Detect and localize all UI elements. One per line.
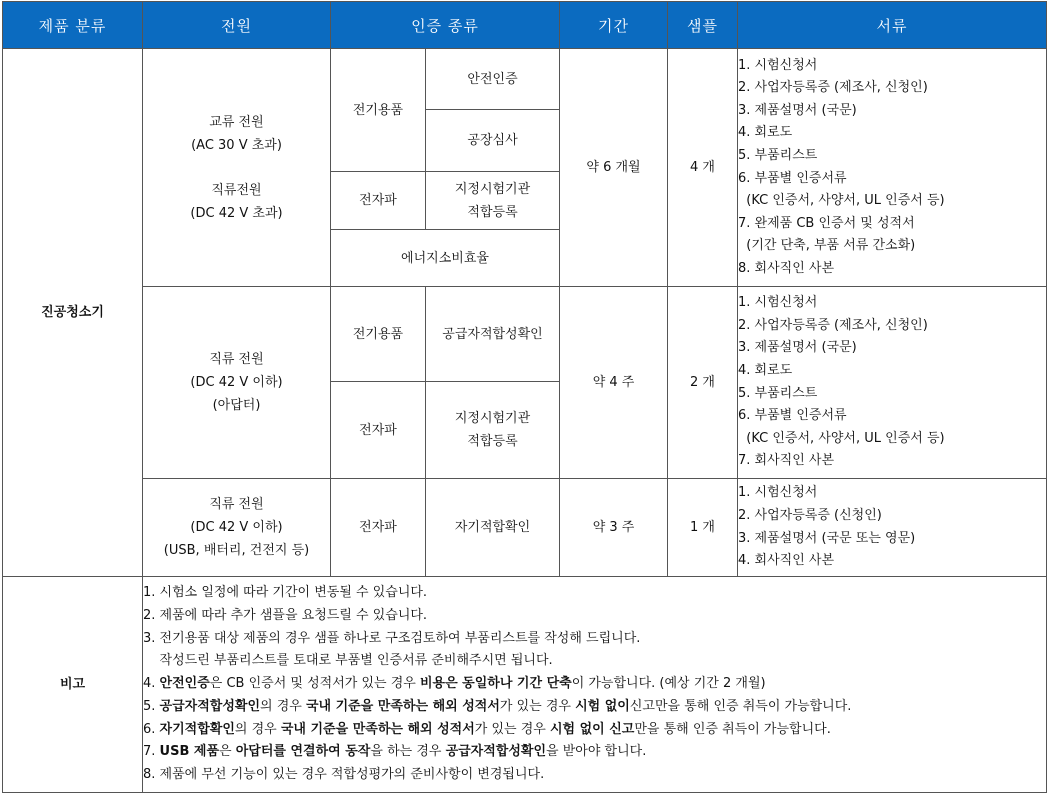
group2-power xyxy=(143,287,331,479)
remark-emphasis: 자기적합확인 xyxy=(159,721,235,737)
power-line: 교류 전원 xyxy=(209,114,264,130)
power-spacer xyxy=(143,157,330,179)
group1-sample: 4 개 xyxy=(668,49,738,287)
cert-line: 적합등록 xyxy=(467,434,518,449)
power-line: (AC 30 V 초과) xyxy=(191,137,282,153)
remark-line xyxy=(143,673,1046,696)
remark-text: 6. xyxy=(143,721,160,737)
header-category: 제품 분류 xyxy=(3,2,143,49)
group1-emc-cert xyxy=(426,172,560,230)
group3-period: 약 3 주 xyxy=(560,479,668,577)
doc-line: 4. 회로도 xyxy=(738,125,793,141)
remarks-label: 비고 xyxy=(3,577,143,793)
doc-line: 1. 시험신청서 xyxy=(738,485,818,501)
header-documents: 서류 xyxy=(738,2,1047,49)
doc-line: (KC 인증서, 사양서, UL 인증서 등) xyxy=(738,193,945,209)
remark-text: 7. xyxy=(143,744,160,760)
doc-line: (기간 단축, 부품 서류 간소화) xyxy=(738,238,916,254)
cert-line: 지정시험기관 xyxy=(454,181,531,197)
doc-line: 4. 회로도 xyxy=(738,362,793,378)
remark-text: 을 받아야 합니다. xyxy=(546,744,647,760)
cert-line: 지정시험기관 xyxy=(454,411,531,426)
remark-text: 4. xyxy=(143,676,160,692)
remark-line xyxy=(143,696,1046,719)
power-line: 직류전원 xyxy=(211,182,262,198)
power-line: (USB, 배터리, 건전지 등) xyxy=(163,543,310,558)
group1-period: 약 6 개월 xyxy=(560,49,668,287)
doc-line: 5. 부품리스트 xyxy=(738,147,818,163)
doc-line: 3. 제품설명서 (국문) xyxy=(738,340,857,356)
remark-text: 5. xyxy=(143,698,160,714)
remark-line: 3. 전기용품 대상 제품의 경우 샘플 하나로 구조검토하여 부품리스트를 작성해 드립니다. xyxy=(143,630,641,646)
remark-emphasis: 공급자적합성확인 xyxy=(445,744,547,760)
remark-text: 만을 통해 인증 취득이 가능합니다. xyxy=(634,721,831,737)
doc-line: 6. 부품별 인증서류 xyxy=(738,170,847,186)
doc-line: 7. 회사직인 사본 xyxy=(738,453,835,469)
doc-line: (KC 인증서, 사양서, UL 인증서 등) xyxy=(738,430,945,446)
group3-power xyxy=(143,479,331,577)
remark-text: 의 경우 xyxy=(234,721,281,737)
header-period: 기간 xyxy=(560,2,668,49)
remark-text: 은 CB 인증서 및 성적서가 있는 경우 xyxy=(209,676,420,692)
group1-documents xyxy=(738,49,1047,287)
power-line: (DC 42 V 이하) xyxy=(190,520,283,535)
group3-self-conformity: 자기적합확인 xyxy=(426,479,560,577)
remark-line xyxy=(143,719,1046,742)
remark-text: 가 있는 경우 xyxy=(499,698,576,714)
remark-text: 가 있는 경우 xyxy=(474,721,550,737)
power-line: (DC 42 V 초과) xyxy=(190,205,283,221)
doc-line: 7. 완제품 CB 인증서 및 성적서 xyxy=(738,215,915,231)
product-category: 진공청소기 xyxy=(3,49,143,577)
doc-line: 1. 시험신청서 xyxy=(738,57,818,73)
doc-line: 6. 부품별 인증서류 xyxy=(738,408,847,424)
remark-emphasis: USB 제품 xyxy=(159,744,220,760)
doc-line: 4. 회사직인 사본 xyxy=(738,553,835,569)
remark-text: 의 경우 xyxy=(260,698,306,714)
power-line: (DC 42 V 이하) xyxy=(190,375,283,390)
header-cert-type: 인증 종류 xyxy=(331,2,560,49)
remark-emphasis: 시험 없이 신고 xyxy=(549,721,635,737)
group1-power xyxy=(143,49,331,287)
power-line: 직류 전원 xyxy=(209,352,264,367)
remark-text: 신고만을 통해 인증 취득이 가능합니다. xyxy=(629,698,852,714)
remark-emphasis: 국내 기준을 만족하는 해외 성적서 xyxy=(305,698,500,714)
remarks-content xyxy=(143,577,1047,793)
doc-line: 2. 사업자등록증 (제조사, 신청인) xyxy=(738,317,928,333)
group1-energy-efficiency: 에너지소비효율 xyxy=(331,230,560,287)
group2-electrical: 전기용품 xyxy=(331,287,426,382)
group2-documents xyxy=(738,287,1047,479)
power-line: 직류 전원 xyxy=(209,497,264,512)
header-row xyxy=(3,2,1047,49)
group1-factory-audit: 공장심사 xyxy=(426,110,560,172)
group2-period: 약 4 주 xyxy=(560,287,668,479)
remark-emphasis: 비용은 동일하나 기간 단축 xyxy=(419,676,572,692)
header-power: 전원 xyxy=(143,2,331,49)
doc-line: 5. 부품리스트 xyxy=(738,385,818,401)
remark-line xyxy=(143,741,1046,764)
remark-line: 작성드린 부품리스트를 토대로 부품별 인증서류 준비해주시면 됩니다. xyxy=(143,653,553,669)
remark-emphasis: 아답터를 연결하여 동작 xyxy=(235,744,371,760)
doc-line: 2. 사업자등록증 (신청인) xyxy=(738,507,882,523)
remark-text: 이 가능합니다. (예상 기간 2 개월) xyxy=(571,676,766,692)
doc-line: 3. 제품설명서 (국문 또는 영문) xyxy=(738,530,916,546)
remark-emphasis: 안전인증 xyxy=(159,676,210,692)
cert-line: 적합등록 xyxy=(467,204,518,220)
group3-sample: 1 개 xyxy=(668,479,738,577)
doc-line: 2. 사업자등록증 (제조사, 신청인) xyxy=(738,80,928,96)
remark-line: 2. 제품에 따라 추가 샘플을 요청드릴 수 있습니다. xyxy=(143,607,428,623)
doc-line: 1. 시험신청서 xyxy=(738,295,818,311)
group2-supplier-conformity: 공급자적합성확인 xyxy=(426,287,560,382)
remark-text: 은 xyxy=(219,744,236,760)
group1-safety-cert: 안전인증 xyxy=(426,49,560,110)
doc-line: 3. 제품설명서 (국문) xyxy=(738,102,857,118)
group1-emc: 전자파 xyxy=(331,172,426,230)
remark-text: 을 하는 경우 xyxy=(370,744,446,760)
group1-electrical: 전기용품 xyxy=(331,49,426,172)
remark-emphasis: 시험 없이 xyxy=(575,698,630,714)
doc-line: 8. 회사직인 사본 xyxy=(738,260,835,276)
group2-emc: 전자파 xyxy=(331,382,426,479)
remark-line: 8. 제품에 무선 기능이 있는 경우 적합성평가의 준비사항이 변경됩니다. xyxy=(143,767,545,783)
remark-line: 1. 시험소 일정에 따라 기간이 변동될 수 있습니다. xyxy=(143,584,428,600)
group3-emc: 전자파 xyxy=(331,479,426,577)
group2-sample: 2 개 xyxy=(668,287,738,479)
certification-table xyxy=(2,1,1047,793)
header-sample: 샘플 xyxy=(668,2,738,49)
group2-emc-cert xyxy=(426,382,560,479)
remark-emphasis: 공급자적합성확인 xyxy=(159,698,261,714)
group3-documents xyxy=(738,479,1047,577)
power-line: (아답터) xyxy=(212,398,261,413)
remark-emphasis: 국내 기준을 만족하는 해외 성적서 xyxy=(280,721,475,737)
